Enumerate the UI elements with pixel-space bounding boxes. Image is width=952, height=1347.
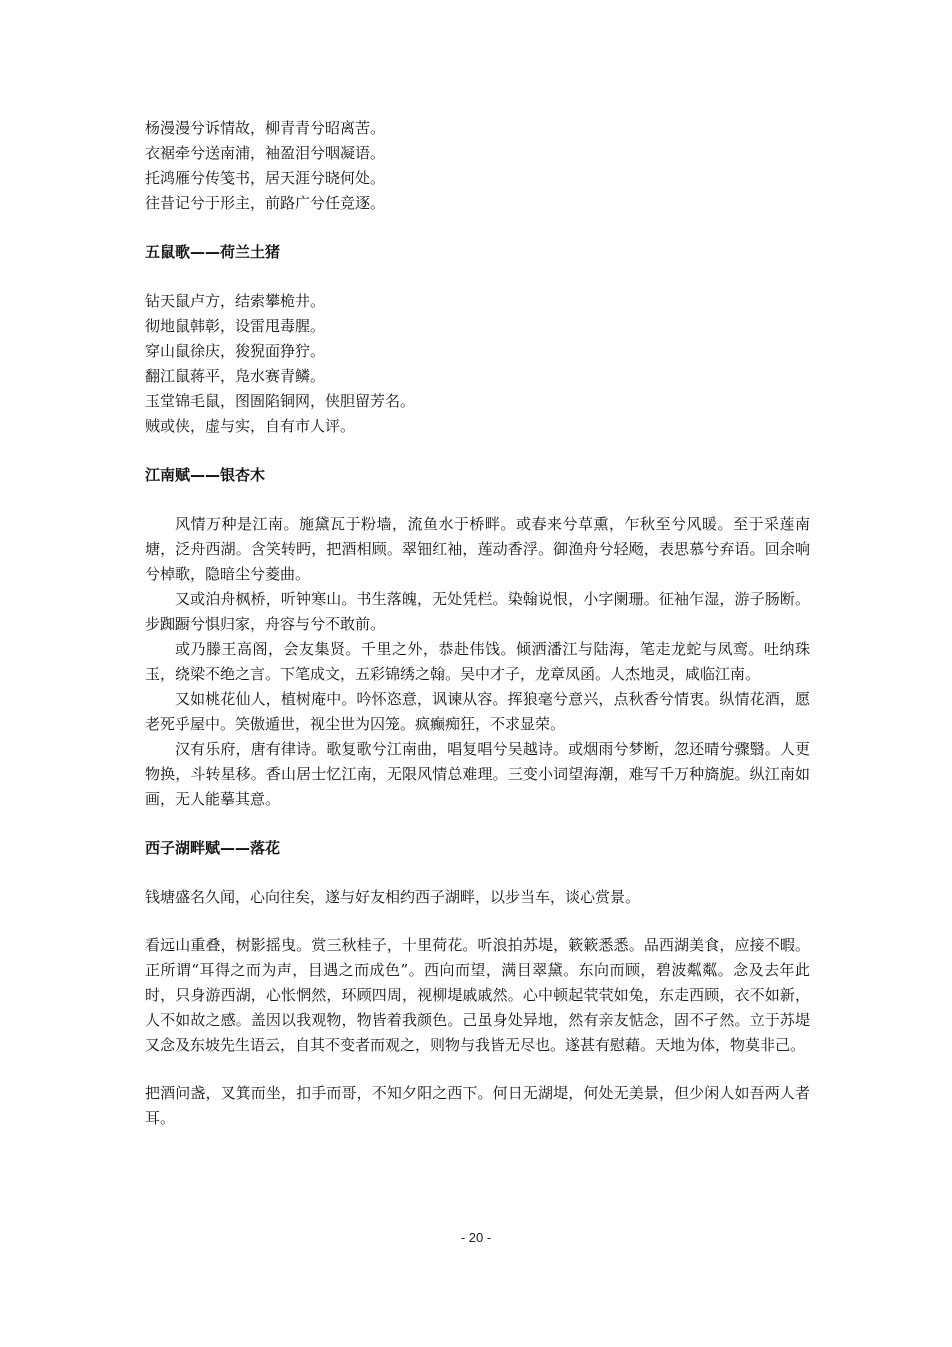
- poem-line: 衣裾牵兮送南浦，袖盈泪兮咽凝语。: [145, 144, 386, 162]
- poem-stanza-1: [145, 116, 810, 216]
- spacer: [145, 910, 810, 933]
- paragraph: 汉有乐府，唐有律诗。歌复歌兮江南曲，唱复唱兮吴越诗。或烟雨兮梦断，忽还晴兮骤翳。人更物换，斗转星移。香山居士忆江南，无限风情总难理。三变小词望海潮，难写千万种旖旎。纵江南如画，无人能摹其意。: [145, 740, 810, 808]
- page-number: - 20 -: [460, 1230, 492, 1245]
- section-title-wushu-ge: 五鼠歌——荷兰土猪: [145, 243, 281, 261]
- poem-line: 穿山鼠徐庆，狻猊面狰狞。: [145, 342, 326, 360]
- paragraph: 或乃滕王高阁，会友集贤。千里之外，恭赴伟饯。倾洒潘江与陆海，笔走龙蛇与凤鸾。吐纳珠玉，绕梁不绝之言。下笔成文，五彩锦绣之翰。吴中才子，龙章凤函。人杰地灵，咸临江南。: [145, 640, 810, 683]
- poem-line: 往昔记兮于形主，前路广兮任竞逐。: [145, 194, 386, 212]
- paragraph: 风情万种是江南。施黛瓦于粉墙，流鱼水于桥畔。或春来兮草熏，乍秋至兮风暖。至于采莲南塘，泛舟西湖。含笑转眄，把酒相顾。翠钿红袖，莲动香浮。御渔舟兮轻飏，表思慕兮弃语。回余响兮棹歌，隐暗尘兮菱曲。: [145, 515, 810, 583]
- section-title-xizi-hupan-fu: 西子湖畔赋——落花: [145, 839, 281, 857]
- spacer: [145, 1058, 810, 1081]
- poem-line: 贼或侠，虚与实，自有市人评。: [145, 417, 356, 435]
- spacer: [145, 216, 810, 240]
- spacer: [145, 812, 810, 836]
- paragraph: 钱塘盛名久闻，心向往矣，遂与好友相约西子湖畔，以步当车，谈心赏景。: [145, 888, 641, 906]
- essay-xizi-hupan: [145, 885, 810, 1131]
- spacer: [145, 488, 810, 512]
- paragraph: 又如桃花仙人，植树庵中。吟怀恣意，讽谏从容。挥狼毫兮意兴，点秋香兮情衷。纵情花酒，愿老死乎屋中。笑傲遁世，视尘世为囚笼。疯癫痴狂，不求显荣。: [145, 690, 810, 733]
- poem-line: 玉堂锦毛鼠，图圄陷铜网，侠胆留芳名。: [145, 392, 416, 410]
- poem-stanza-2: [145, 289, 810, 439]
- poem-line: 翻江鼠蒋平，凫水赛青鳞。: [145, 367, 326, 385]
- poem-line: 托鸿雁兮传笺书，居天涯兮晓何处。: [145, 169, 386, 187]
- poem-line: 杨漫漫兮诉情故，柳青青兮昭离苦。: [145, 119, 386, 137]
- spacer: [145, 265, 810, 289]
- essay-jiangnan: [145, 512, 810, 812]
- poem-line: 彻地鼠韩彰，设雷甩毒腥。: [145, 317, 326, 335]
- spacer: [145, 861, 810, 885]
- section-title-jiangnan-fu: 江南赋——银杏木: [145, 466, 266, 484]
- spacer: [145, 439, 810, 463]
- paragraph: 看远山重叠，树影摇曳。赏三秋桂子，十里荷花。听浪拍苏堤，簌簌悉悉。品西湖美食，应接不暇。正所谓“耳得之而为声，目遇之而成色”。西向而望，满目翠黛。东向而顾，碧波粼粼。念及去年此时，只身游西湖，心怅惘然，环顾四周，视柳堤戚戚然。心中顿起茕茕如兔，东走西顾，衣不如新，人不如故之感。盖因以我观物，物皆着我颜色。己虽身处异地，然有亲友惦念，固不孑然。立于苏堤又念及东坡先生语云，自其不变者而观之，则物与我皆无尽也。遂甚有慰藉。天地为体，物莫非己。: [145, 936, 810, 1054]
- page-content: [145, 116, 810, 1131]
- paragraph: 把酒问盏，叉箕而坐，扣手而哥，不知夕阳之西下。何日无湖堤，何处无美景，但少闲人如吾两人者耳。: [145, 1084, 810, 1127]
- paragraph: 又或泊舟枫桥，听钟寒山。书生落魄，无处凭栏。染翰说恨，小字阑珊。征袖乍湿，游子肠断。步踟蹰兮惧归家，舟容与兮不敢前。: [145, 590, 810, 633]
- poem-line: 钻天鼠卢方，结索攀桅井。: [145, 292, 326, 310]
